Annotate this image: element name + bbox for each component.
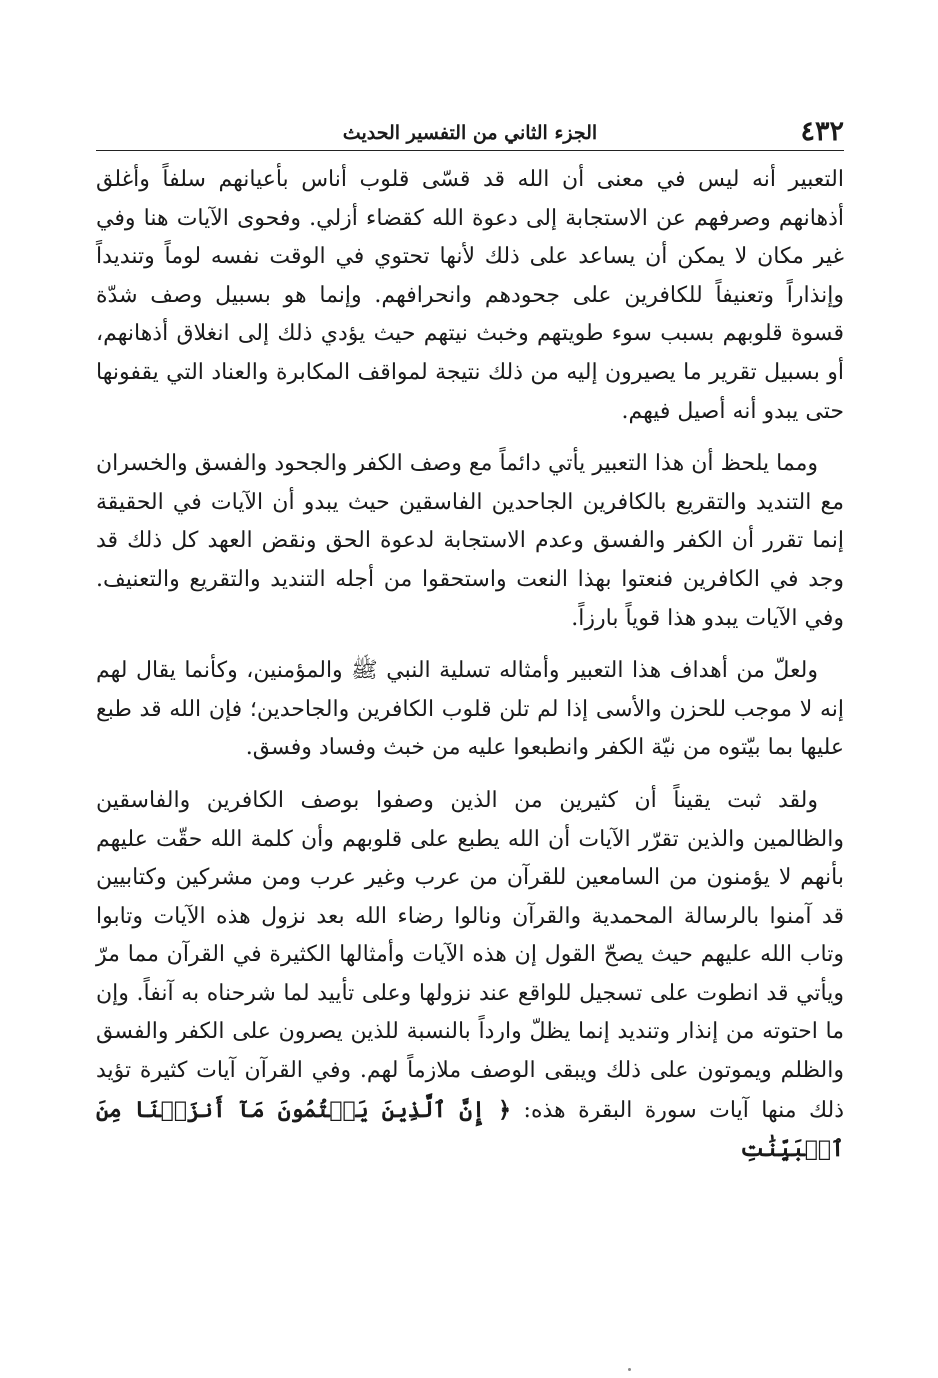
page-header xyxy=(96,110,844,151)
paragraph-4 xyxy=(96,782,844,1170)
running-title: الجزء الثاني من التفسير الحديث xyxy=(342,122,598,144)
book-page xyxy=(96,110,844,1184)
body-text xyxy=(96,161,844,1170)
paragraph-2: ومما يلحظ أن هذا التعبير يأتي دائماً مع وصف الكفر والجحود والفسق والخسران مع التنديد والتقريع بالكافرين الجاحدين الفاسقين حيث يبدو أن الآيات في الحقيقة إنما تقرر أن الكفر والفسق وعدم الاستجابة لدعوة الحق ونقض العهد كل ذلك قد وجد في الكافرين فنعتوا بهذا النعت واستحقوا من أجله التنديد والتقريع والتعنيف. وفي الآيات يبدو هذا قوياً بارزاً. xyxy=(96,451,844,631)
paragraph-4-text: ولقد ثبت يقيناً أن كثيرين من الذين وصفوا بوصف الكافرين والفاسقين والظالمين والذين تقرّر الآيات أن الله يطبع على قلوبهم وأن كلمة الله حقّت عليهم بأنهم لا يؤمنون من السامعين للقرآن من عرب وغير عرب ومن مشركين وكتابيين قد آمنوا بالرسالة المحمدية والقرآن ونالوا رضاء الله بعد نزول هذه الآيات وتابوا وتاب الله عليهم حيث يصحّ القول إن هذه الآيات وأمثالها الكثيرة في القرآن مما مرّ ويأتي قد انطوت على تسجيل للواقع عند نزولها وعلى تأييد لما شرحناه به آنفاً. وإن ما احتوته من إنذار وتنديد إنما يظلّ وارداً بالنسبة للذين يصرون على الكفر والفسق والظلم ويموتون على ذلك ويبقى الوصف ملازماً لهم. وفي القرآن آيات كثيرة تؤيد ذلك منها آيات سورة البقرة هذه: xyxy=(96,787,844,1123)
page-number: ٤٣٢ xyxy=(800,116,844,147)
paragraph-1: التعبير أنه ليس في معنى أن الله قد قسّى قلوب أناس بأعيانهم سلفاً وأغلق أذهانهم وصرفهم عن الاستجابة إلى دعوة الله كقضاء أزلي. وفحوى الآيات هنا وفي غير مكان لا يمكن أن يساعد على ذلك لأنها تحتوي في الوقت نفسه لوماً وتنديداً وإنذاراً وتعنيفاً للكافرين على جحودهم وانحرافهم. وإنما هو بسبيل وصف شدّة قسوة قلوبهم بسبب سوء طويتهم وخبث نيتهم حيث يؤدي ذلك إلى انغلاق أذهانهم، أو بسبيل تقرير ما يصيرون إليه من ذلك نتيجة لمواقف المكابرة والعناد التي يقفونها حتى يبدو أنه أصيل فيهم. xyxy=(96,167,844,424)
quoted-verse: ﴿ إِنَّ ٱلَّذِينَ يَكۡتُمُونَ مَآ أَنزَلۡنَا مِنَ ٱلۡبَيِّنَٰتِ xyxy=(96,1096,844,1163)
paragraph-3: ولعلّ من أهداف هذا التعبير وأمثاله تسلية النبي ﷺ والمؤمنين، وكأنما يقال لهم إنه لا موجب للحزن والأسى إذا لم تلن قلوب الكافرين والجاحدين؛ فإن الله قد طبع عليها بما بيّتوه من نيّة الكفر وانطبعوا عليه من خبث وفساد وفسق. xyxy=(96,658,844,761)
page-dot-mark xyxy=(628,1368,631,1371)
